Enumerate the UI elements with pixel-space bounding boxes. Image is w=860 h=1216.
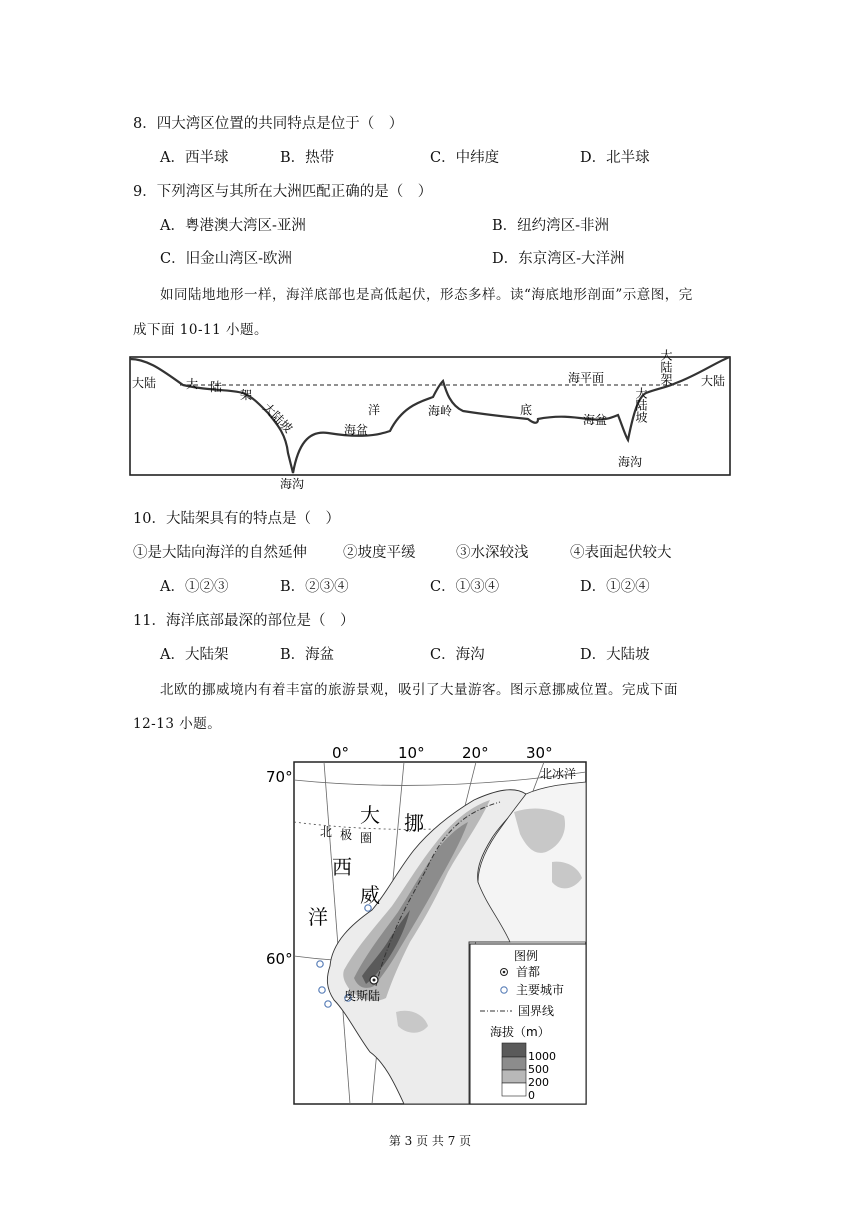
label-shelf-right: 大陆架 (659, 349, 673, 385)
label-ocean-char: 洋 (368, 403, 381, 417)
legend-level-1000: 1000 (528, 1050, 556, 1063)
map-legend (470, 944, 586, 1104)
legend-swatch-1000 (502, 1043, 526, 1057)
q10-statement-3: ③水深较浅 (456, 545, 529, 561)
lon-label-0: 0° (332, 744, 350, 762)
q9-option-b: B．纽约湾区-非洲 (492, 218, 610, 234)
legend-capital-label: 首都 (516, 965, 541, 979)
seafloor-profile-figure (128, 345, 734, 495)
atlantic-char-3: 洋 (308, 905, 328, 929)
label-trench-left: 海沟 (280, 477, 305, 491)
label-ridge: 海岭 (428, 404, 453, 418)
question-10-stem: 10．大陆架具有的特点是（ ） (133, 511, 340, 527)
arctic-circle-char-1: 北 (320, 825, 333, 839)
q10-option-a: A．①②③ (160, 579, 229, 595)
q9-option-d: D．东京湾区-大洋洲 (492, 251, 625, 267)
q11-option-d: D．大陆坡 (580, 647, 650, 663)
q8-option-d: D．北半球 (580, 150, 650, 166)
intro-ocean-line2: 成下面 10-11 小题。 (133, 322, 269, 338)
arctic-circle-char-2: 极 (340, 828, 353, 842)
q8-option-c: C．中纬度 (430, 150, 500, 166)
label-shelf-left-1: 大 (186, 377, 199, 391)
q10-statement-1: ①是大陆向海洋的自然延伸 (133, 545, 307, 561)
capital-label: 奥斯陆 (344, 989, 381, 1003)
intro-norway-line1: 北欧的挪威境内有着丰富的旅游景观，吸引了大量游客。图示意挪威位置。完成下面 (160, 682, 678, 698)
lon-label-30: 30° (526, 744, 553, 762)
label-trench-right: 海沟 (618, 455, 643, 469)
q8-option-a: A．西半球 (160, 150, 229, 166)
lon-label-20: 20° (462, 744, 489, 762)
legend-city-label: 主要城市 (516, 983, 565, 997)
q8-option-b: B．热带 (280, 150, 335, 166)
legend-level-200: 200 (528, 1076, 549, 1089)
legend-title: 图例 (514, 949, 539, 963)
q9-option-a: A．粤港澳大湾区-亚洲 (160, 218, 306, 234)
label-bottom-char: 底 (520, 403, 533, 417)
label-basin-right: 海盆 (583, 413, 608, 427)
norway-char-1: 挪 (404, 811, 424, 835)
atlantic-char-2: 西 (332, 855, 352, 879)
page-footer: 第 3 页 共 7 页 (388, 1134, 472, 1148)
intro-norway-line2: 12-13 小题。 (133, 716, 222, 732)
question-11-stem: 11．海洋底部最深的部位是（ ） (133, 613, 355, 629)
lat-label-60: 60° (266, 950, 293, 968)
label-slope-left: 大陆坡 (259, 400, 296, 436)
legend-swatch-0 (502, 1083, 526, 1096)
label-land-left: 大陆 (132, 376, 157, 390)
q9-option-c: C．旧金山湾区-欧洲 (160, 251, 292, 267)
label-land-right: 大陆 (701, 374, 726, 388)
capital-oslo-marker (370, 976, 378, 984)
lat-label-70: 70° (266, 768, 293, 786)
legend-border-label: 国界线 (518, 1004, 555, 1018)
label-basin-left: 海盆 (344, 423, 369, 437)
q10-option-b: B．②③④ (280, 579, 349, 595)
label-shelf-left-2: 陆 (210, 380, 223, 394)
question-8-stem: 8．四大湾区位置的共同特点是位于（ ） (133, 116, 404, 132)
legend-capital-symbol (501, 969, 508, 976)
legend-swatch-500 (502, 1057, 526, 1070)
question-9-stem: 9．下列湾区与其所在大洲匹配正确的是（ ） (133, 184, 433, 200)
lon-label-10: 10° (398, 744, 425, 762)
q11-option-b: B．海盆 (280, 647, 335, 663)
label-sea-level: 海平面 (568, 371, 605, 385)
q10-option-c: C．①③④ (430, 579, 500, 595)
norway-map-figure (264, 742, 594, 1108)
atlantic-char-1: 大 (360, 803, 380, 827)
q10-statement-2: ②坡度平缓 (343, 545, 416, 561)
norway-char-2: 威 (360, 883, 380, 907)
label-slope-right: 大陆坡 (634, 387, 648, 423)
legend-city-symbol (501, 987, 507, 993)
legend-swatch-200 (502, 1070, 526, 1083)
label-shelf-left-3: 架 (240, 388, 253, 402)
q10-statement-4: ④表面起伏较大 (570, 545, 672, 561)
arctic-ocean-label: 北冰洋 (540, 767, 577, 781)
q11-option-a: A．大陆架 (160, 647, 229, 663)
legend-level-500: 500 (528, 1063, 549, 1076)
arctic-circle-char-3: 圈 (360, 831, 373, 845)
q10-option-d: D．①②④ (580, 579, 650, 595)
q11-option-c: C．海沟 (430, 647, 485, 663)
legend-elevation-title: 海拔（m） (490, 1025, 550, 1039)
legend-level-0: 0 (528, 1089, 535, 1102)
intro-ocean-line1: 如同陆地地形一样，海洋底部也是高低起伏，形态多样。读“海底地形剖面”示意图，完 (160, 287, 693, 303)
